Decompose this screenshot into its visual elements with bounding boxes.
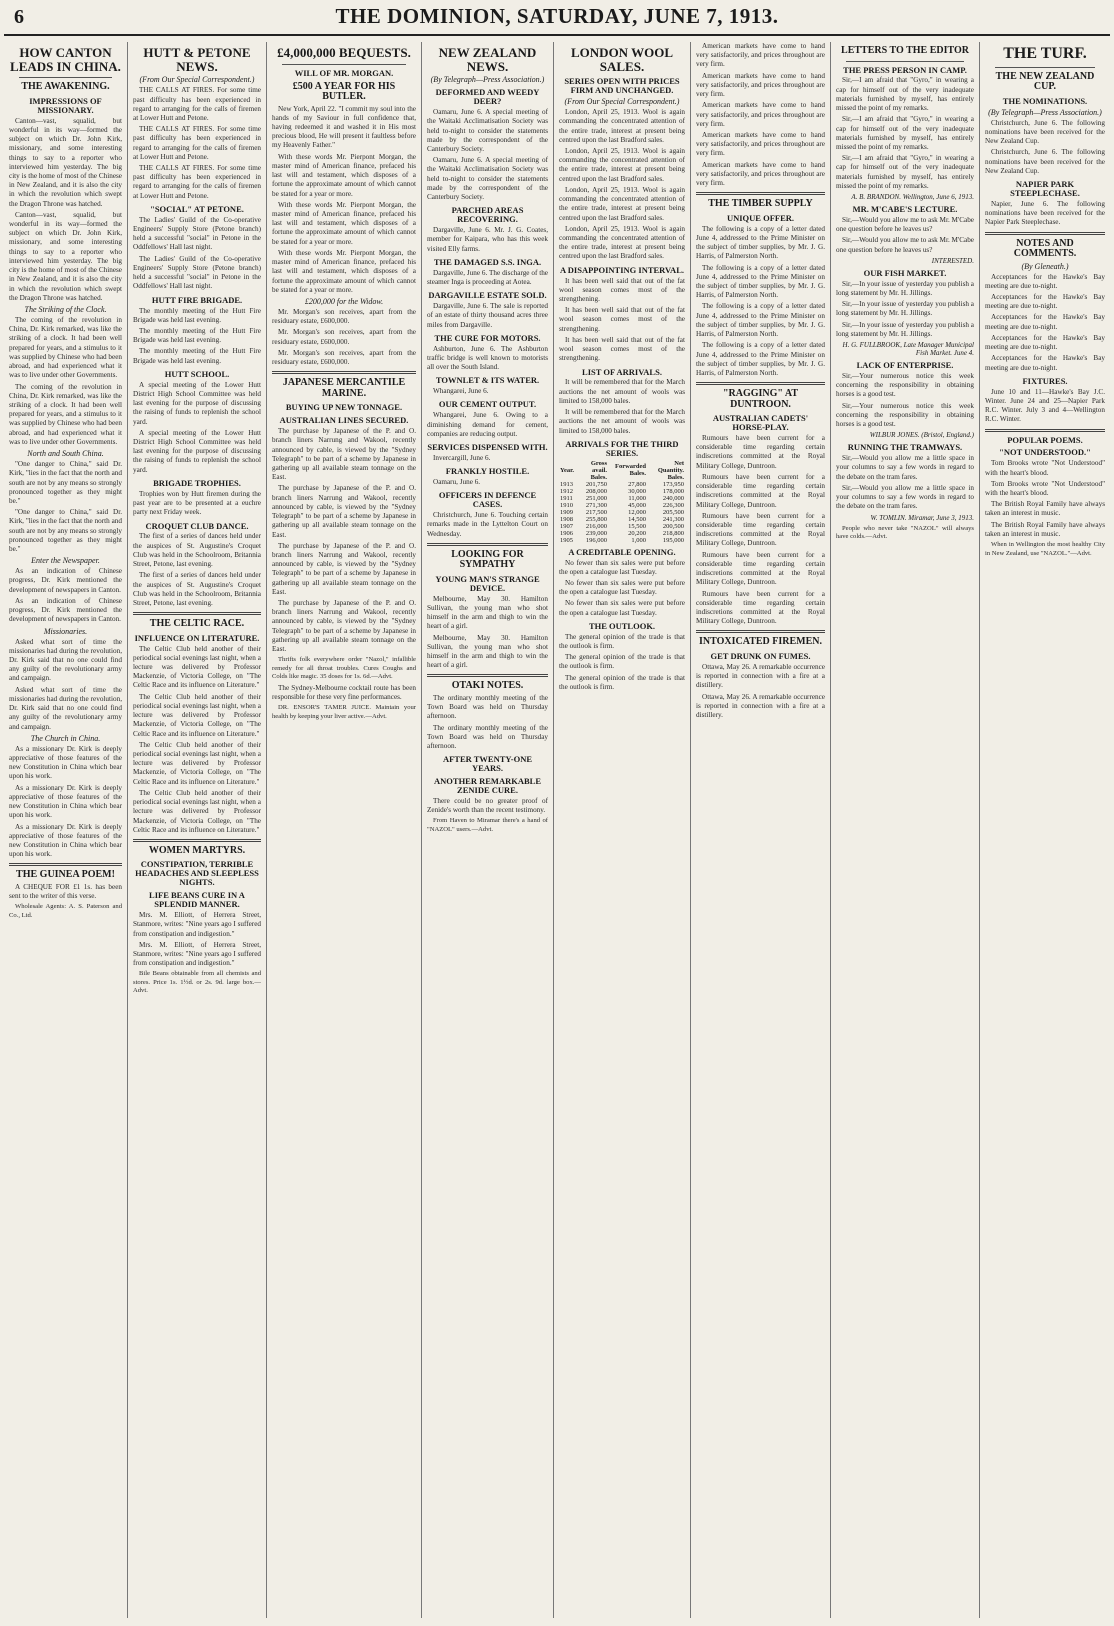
headline: LETTERS TO THE EDITOR [841, 45, 969, 56]
subheading: PARCHED AREAS RECOVERING. [451, 205, 524, 225]
article-paragraph: The Celtic Club held another of their periodical social evenings last night, when a lecture was delivered by Professor Mackenzie, of Victoria College, on "The Celtic Race and its influence on Literature." [133, 740, 261, 786]
article-paragraph: Mr. Morgan's son receives, apart from the residuary estate, £600,000. [272, 348, 416, 367]
article-paragraph: No fewer than six sales were put before the open a catalogue last Tuesday. [559, 599, 685, 617]
table-header: Year. [560, 466, 575, 474]
article-paragraph: The first of a series of dances held under the auspices of St. Augustine's Croquet Club was held in the Schoolroom, Britannia Street, Petone, last evening. [133, 571, 261, 607]
headline: NEW ZEALAND NEWS. [438, 45, 537, 74]
section-heading: North and South China. [27, 449, 104, 459]
column-4 [422, 42, 554, 1618]
headline: THE CELTIC RACE. [149, 618, 245, 630]
subheading: THE DAMAGED S.S. INGA. [433, 256, 542, 267]
table-row [559, 481, 685, 488]
column-1 [4, 42, 128, 1618]
advertisement: Wholesale Agents: A. S. Paterson and Co., Ltd. [9, 903, 122, 919]
article-paragraph: The following is a copy of a letter dated June 4, addressed to the Prime Minister on the subject of timber supplies, by Mr. J. G. Harris, of Palmerston North. [696, 263, 825, 300]
article-paragraph: The Celtic Club held another of their periodical social evenings last night, when a lecture was delivered by Professor Mackenzie, of Victoria College, on "The Celtic Race and its influence on Literature." [133, 788, 261, 834]
article-paragraph: The coming of the revolution in China, Dr. Kirk remarked, was like the striking of a clock. It had been well prepared for years, and a stimulus to it was supplied by Chinese who had been abroad, and had experienced what it was to live under other Governments. [9, 316, 122, 380]
article-paragraph: The general opinion of the trade is that the outlook is firm. [559, 653, 685, 671]
subheading: AFTER TWENTY-ONE YEARS. [442, 754, 533, 774]
table-row [559, 502, 685, 509]
divider [985, 429, 1105, 432]
article-paragraph: With these words Mr. Pierpont Morgan, the master mind of American finance, prefaced his last will and testament, which disposes of a fortune the approximate amount of which cannot be stated for a year or more. [272, 152, 416, 198]
headline: THE TURF. [1003, 45, 1087, 62]
article-paragraph: Acceptances for the Hawke's Bay meeting are due to-night. [985, 272, 1105, 290]
letter-paragraph: Sir,—In your issue of yesterday you publish a long statement by Mr. H. Jillings. [836, 320, 974, 338]
table-cell: 12,000 [628, 508, 647, 516]
table-cell: 239,000 [585, 529, 607, 537]
article-paragraph: The first of a series of dances held under the auspices of St. Augustine's Croquet Club was held in the Schoolroom, Britannia Street, Petone, last evening. [133, 532, 261, 569]
article-paragraph: No fewer than six sales were put before the open a catalogue last Tuesday. [559, 578, 685, 597]
article-paragraph: Oamaru, June 6. [433, 478, 481, 487]
article-paragraph: Christchurch, June 6. The following nominations have been received for the New Zealand Cup. [985, 148, 1105, 175]
subheading: A CREDITABLE OPENING. [568, 546, 676, 557]
subheading: UNIQUE OFFER. [726, 212, 795, 223]
letter-paragraph: Sir,—Your numerous notice this week concerning the responsibility in obtaining horses is a good test. [836, 401, 974, 429]
article-paragraph: As a missionary Dr. Kirk is deeply appreciative of those features of the new Constitution in China which bear upon his work. [9, 744, 122, 781]
article-paragraph: Rumours have been current for a considerable time regarding certain indiscretions committed at the Royal Military College, Duntroon. [696, 472, 825, 509]
table-cell: 1910 [560, 501, 573, 509]
article-paragraph: THE CALLS AT FIRES. For some time past difficulty has been experienced in regard to arranging for the calls of firemen at Lower Hutt and Petone. [133, 125, 261, 161]
byline: (By Telegraph—Press Association.) [430, 75, 545, 85]
subheading: THE NOMINATIONS. [1002, 95, 1088, 106]
divider [19, 77, 112, 78]
article-paragraph: The following is a copy of a letter dated June 4, addressed to the Prime Minister on the subject of timber supplies, by Mr. J. G. Harris, of Palmerston North. [696, 224, 825, 261]
table-row [559, 495, 685, 502]
subheading: HUTT SCHOOL. [164, 368, 230, 379]
headline: OTAKI NOTES. [451, 680, 524, 692]
subheading: FIXTURES. [1022, 375, 1068, 386]
article-paragraph: The purchase by Japanese of the P. and O. branch liners Narrung and Wakool, recently announced by cable, is viewed by the "Sydney Telegraph" to be part of a scheme by Japanese in gathering up all available steam tonnage on the East. [272, 541, 416, 596]
table-cell: 27,800 [628, 480, 647, 488]
headline: INTOXICATED FIREMEN. [699, 636, 822, 648]
article-paragraph: American markets have come to hand very satisfactorily, and prices throughout are very firm. [696, 71, 825, 99]
table-cell: 195,000 [662, 536, 684, 544]
article-paragraph: The British Royal Family have always taken an interest in music. [985, 500, 1105, 518]
table-header: Gross avail. Bales. [590, 459, 607, 481]
subheading: THE OUTLOOK. [588, 620, 656, 631]
article-paragraph: As a missionary Dr. Kirk is deeply appreciative of those features of the new Constitution in China which bear upon his work. [9, 783, 122, 820]
article-paragraph: Oamaru, June 6. A special meeting of the Waitaki Acclimatisation Society was held to-night to consider the statements made by the correspondent of the Canterbury Society. [427, 156, 548, 202]
article-paragraph: Mr. Morgan's son receives, apart from the residuary estate, £600,000. [272, 328, 416, 346]
column-2 [128, 42, 267, 1618]
table-header-row [559, 460, 685, 481]
article-paragraph: Whangarei, June 6. [433, 387, 489, 396]
table-cell: 173,950 [662, 480, 684, 488]
table-cell: 1911 [560, 494, 573, 502]
table-cell: 30,000 [628, 487, 647, 495]
article-paragraph: Rumours have been current for a considerable time regarding certain indiscretions committed at the Royal Military College, Duntroon. [696, 550, 825, 587]
table-cell: 201,750 [585, 480, 607, 488]
article-paragraph: As a missionary Dr. Kirk is deeply appreciative of those features of the new Constitution in China which bear upon his work. [9, 822, 122, 859]
advertisement: From Haven to Miramar there's a hand of "NAZOL" users.—Advt. [427, 817, 548, 833]
table-cell: 240,000 [662, 494, 684, 502]
subheading: GET DRUNK ON FUMES. [710, 650, 811, 661]
article-paragraph: Tom Brooks wrote "Not Understood" with the heart's blood. [985, 459, 1105, 477]
table-cell: 217,500 [585, 508, 607, 516]
table-row [559, 488, 685, 495]
article-paragraph: The general opinion of the trade is that the outlook is firm. [559, 673, 685, 691]
subheading: HUTT FIRE BRIGADE. [151, 294, 243, 305]
subheading: THE NEW ZEALAND CUP. [995, 70, 1095, 93]
divider [696, 192, 825, 195]
article-paragraph: It has been well said that out of the fat wool season comes most of the strengthening. [559, 306, 685, 333]
divider [133, 839, 261, 842]
article-paragraph: Acceptances for the Hawke's Bay meeting are due to-night. [985, 333, 1105, 352]
table-cell: 20,200 [628, 529, 647, 537]
article-paragraph: The monthly meeting of the Hutt Fire Brigade was held last evening. [133, 306, 261, 324]
article-paragraph: The following is a copy of a letter dated June 4, addressed to the Prime Minister on the subject of timber supplies, by Mr. J. G. Harris, of Palmerston North. [696, 341, 825, 377]
article-paragraph: It has been well said that out of the fat wool season comes most of the strengthening. [559, 276, 685, 303]
table-cell: 216,000 [585, 522, 607, 530]
article-paragraph: A CHEQUE FOR £1 1s. has been sent to the writer of this verse. [9, 882, 122, 901]
subheading: SERVICES DISPENSED WITH. [427, 442, 548, 453]
headline: HOW CANTON LEADS IN CHINA. [10, 45, 121, 74]
table-cell: 1,000 [631, 536, 647, 544]
letter-paragraph: Sir,—I am afraid that "Gyro," in wearing a cap for himself out of the very inadequate materials furnished by myself, has entirely missed the point of my remarks. [836, 115, 974, 151]
subheading: TOWNLET & ITS WATER. [435, 375, 540, 386]
advertisement: Bile Beans obtainable from all chemists and stores. Price 1s. 1½d. or 2s. 9d. large box.—Advt. [133, 970, 261, 995]
subheading: LACK OF ENTERPRISE. [856, 360, 954, 371]
subheading: FRANKLY HOSTILE. [445, 466, 530, 477]
headline: HUTT & PETONE NEWS. [143, 45, 251, 74]
column-7 [831, 42, 980, 1618]
table-cell: 196,000 [585, 536, 607, 544]
article-paragraph: It will be remembered that for the March auctions the net amount of wools was limited to 158,000 bales. [559, 378, 685, 405]
newspaper-page [4, 4, 1110, 1618]
arrivals-table [559, 460, 685, 544]
article-paragraph: As an indication of Chinese progress, Dr. Kirk mentioned the development of newspapers in Canton. [9, 567, 122, 594]
subheading: LIFE BEANS CURE IN A SPLENDID MANNER. [149, 890, 245, 910]
divider [985, 232, 1105, 235]
section-heading: The Striking of the Clock. [24, 305, 107, 314]
article-paragraph: "One danger to China," said Dr. Kirk, "lies in the fact that the north and south are not by any means so strongly pronounced together as they might be." [9, 508, 122, 554]
headline: WOMEN MARTYRS. [148, 844, 246, 856]
divider [9, 863, 122, 866]
table-cell: 1908 [560, 515, 573, 523]
letter-paragraph: Sir,—Would you allow me a little space in your columns to say a few words in regard to the debate on the tram fares. [836, 454, 974, 481]
article-paragraph: Invercargill, June 6. [433, 453, 491, 462]
subheading: £500 A YEAR FOR HIS BUTLER. [292, 80, 396, 103]
article-paragraph: THE CALLS AT FIRES. For some time past difficulty has been experienced in regard to arranging for the calls of firemen at Lower Hutt and Petone. [133, 86, 261, 122]
table-cell: 226,300 [662, 501, 684, 509]
subheading: NAPIER PARK STEEPLECHASE. [1010, 179, 1080, 198]
subheading: IMPRESSIONS OF MISSIONARY. [29, 95, 102, 115]
subheading: AUSTRALIAN LINES SECURED. [279, 415, 409, 426]
table-row [559, 509, 685, 516]
article-paragraph: The Celtic Club held another of their periodical social evenings last night, when a lecture was delivered by Professor Mackenzie, of Victoria College, on "The Celtic Race and its influence on Literature." [133, 644, 261, 690]
article-paragraph: It will be remembered that for the March auctions the net amount of wools was limited to 158,000 bales. [559, 408, 685, 435]
article-paragraph: Tom Brooks wrote "Not Understood" with the heart's blood. [985, 479, 1105, 498]
letter-paragraph: Sir,—I am afraid that "Gyro," in wearing a cap for himself out of the very inadequate materials furnished by myself, has entirely missed the point of my remarks. [836, 76, 974, 113]
article-paragraph: The coming of the revolution in China, Dr. Kirk remarked, was like the striking of a clock. It had been well prepared for years, and a stimulus to it was supplied by Chinese who had been abroad, and had experienced what it was to live under other Governments. [9, 382, 122, 446]
article-paragraph: American markets have come to hand very satisfactorily, and prices throughout are very firm. [696, 160, 825, 188]
headline: LOOKING FOR SYMPATHY [451, 548, 524, 571]
article-paragraph: THE CALLS AT FIRES. For some time past difficulty has been experienced in regard to arranging for the calls of firemen at Lower Hutt and Petone. [133, 164, 261, 200]
article-paragraph: Ottawa, May 26. A remarkable occurrence is reported in connection with a fire at a distillery. [696, 662, 825, 690]
table-cell: 205,500 [662, 508, 684, 516]
article-paragraph: The Ladies' Guild of the Co-operative Engineers' Supply Store (Petone branch) held a successful "social" in Petone in the Oddfellows' Hall last night. [133, 254, 261, 291]
letter-paragraph: Sir,—In your issue of yesterday you publish a long statement by Mr. H. Jillings. [836, 300, 974, 318]
headline: LONDON WOOL SALES. [571, 45, 673, 74]
letter-signature: WILBUR JONES. (Bristol, England.) [869, 431, 974, 440]
article-paragraph: No fewer than six sales were put before the open a catalogue last Tuesday. [559, 558, 685, 576]
table-cell: 1913 [560, 480, 573, 488]
article-paragraph: Canton—vast, squalid, but wonderful in its way—formed the subject on which Dr. John Kirk, missionary, and some interesting things to say to a reporter who interviewed him yesterday. The big city is the home of most of the Chinese in New Zealand, and it is also the city in which the revolution which swept the Dragon Throne was hatched. [9, 116, 122, 208]
subheading: CROQUET CLUB DANCE. [145, 520, 249, 531]
subheading: THE CURE FOR MOTORS. [434, 332, 541, 343]
divider [282, 64, 406, 65]
subheading: "NOT UNDERSTOOD." [999, 447, 1091, 458]
table-cell: 218,800 [662, 529, 684, 537]
columns [4, 42, 1110, 1618]
article-paragraph: Asked what sort of time the missionaries had during the revolution, Dr. Kirk said that no one could find any guilty of the revolutionary army and campaign. [9, 637, 122, 683]
article-paragraph: The following is a copy of a letter dated June 4, addressed to the Prime Minister on the subject of timber supplies, by Mr. J. G. Harris, of Palmerston North. [696, 302, 825, 339]
article-paragraph: Rumours have been current for a considerable time regarding certain indiscretions committed at the Royal Military College, Duntroon. [696, 511, 825, 548]
divider [696, 382, 825, 385]
subheading: DEFORMED AND WEEDY DEER? [435, 87, 540, 107]
table-row [559, 530, 685, 537]
table-row [559, 523, 685, 530]
article-paragraph: The purchase by Japanese of the P. and O. branch liners Narrung and Wakool, recently announced by cable, is viewed by the "Sydney Telegraph" to be part of a scheme by Japanese in gathering up all available steam tonnage on the East. [272, 427, 416, 482]
article-paragraph: Mr. Morgan's son receives, apart from the residuary estate, £600,000. [272, 307, 416, 326]
article-paragraph: Trophies won by Hutt firemen during the past year are to be presented at a euchre party next Friday week. [133, 489, 261, 517]
article-paragraph: There could be no greater proof of Zenide's worth than the recent testimony. [427, 796, 548, 815]
article-paragraph: Christchurch, June 6. Touching certain remarks made in the Lyttelton Court on Wednesday. [427, 511, 548, 538]
article-paragraph: The purchase by Japanese of the P. and O. branch liners Narrung and Wakool, recently announced by cable, is viewed by the "Sydney Telegraph" to be part of a scheme by Japanese in gathering up all available steam tonnage on the East. [272, 484, 416, 539]
newspaper-title: THE DOMINION, SATURDAY, JUNE 7, 1913. [335, 4, 779, 28]
article-paragraph: Ottawa, May 26. A remarkable occurrence is reported in connection with a fire at a distillery. [696, 692, 825, 719]
subheading: OFFICERS IN DEFENCE CASES. [438, 490, 537, 510]
letter-paragraph: Sir,—In your issue of yesterday you publish a long statement by Mr. H. Jillings. [836, 279, 974, 297]
subheading: ANOTHER REMARKABLE ZENIDE CURE. [434, 776, 541, 795]
article-paragraph: Mrs. M. Elliott, of Herrera Street, Stanmore, writes: "Nine years ago I suffered from constipation and indigestion." [133, 911, 261, 938]
section-heading: £200,000 for the Widow. [304, 296, 384, 306]
article-paragraph: The Celtic Club held another of their periodical social evenings last night, when a lecture was delivered by Professor Mackenzie, of Victoria College, on "The Celtic Race and its influence on Literature." [133, 692, 261, 738]
subheading: THE PRESS PERSON IN CAMP. [843, 64, 967, 75]
byline: (From Our Special Correspondent.) [564, 97, 680, 107]
subheading: DARGAVILLE ESTATE SOLD. [428, 290, 547, 301]
article-paragraph: American markets have come to hand very satisfactorily, and prices throughout are very firm. [696, 101, 825, 128]
article-paragraph: Acceptances for the Hawke's Bay meeting are due to-night. [985, 292, 1105, 311]
table-cell: 208,000 [585, 487, 607, 495]
article-paragraph: "One danger to China," said Dr. Kirk, "lies in the fact that the north and south are not by any means so strongly pronounced together as they might be." [9, 460, 122, 505]
table-cell: 255,800 [585, 515, 607, 523]
letter-signature: A. B. BRANDON. Wellington, June 6, 1913. [851, 193, 974, 202]
subheading: THE AWAKENING. [21, 81, 110, 93]
table-cell: 271,300 [585, 501, 607, 509]
table-cell: 45,000 [628, 501, 647, 509]
letter-signature: W. TOMLIN. Miramar, June 3, 1913. [870, 513, 974, 522]
section-heading: Enter the Newspaper. [31, 556, 100, 566]
letter-paragraph: Sir,—Your numerous notice this week concerning the responsibility in obtaining horses is a good test. [836, 372, 974, 399]
article-paragraph: Whangarei, June 6. Owing to a diminishing demand for cement, companies are reducing output. [427, 411, 548, 438]
table-cell: 14,500 [628, 515, 647, 523]
section-heading: Missionaries. [43, 626, 88, 636]
subheading: CONSTIPATION, TERRIBLE HEADACHES AND SLEEPLESS NIGHTS. [135, 859, 259, 888]
column-6 [691, 42, 831, 1618]
divider [846, 61, 964, 62]
letter-paragraph: Sir,—Would you allow me to ask Mr. M'Cabe one question before he leaves us? [836, 236, 974, 254]
table-cell: 1906 [560, 529, 573, 537]
advertisement: People who never take "NAZOL" will always have colds.—Advt. [836, 524, 974, 540]
article-paragraph: Melbourne, May 30. Hamilton Sullivan, the young man who shot himself in the arm and thigh to win the heart of a girl. [427, 594, 548, 631]
subheading: BUYING UP NEW TONNAGE. [285, 402, 403, 413]
column-5 [554, 42, 691, 1618]
article-paragraph: The British Royal Family have always taken an interest in music. [985, 520, 1105, 538]
article-paragraph: With these words Mr. Pierpont Morgan, the master mind of American finance, prefaced his last will and testament, which disposes of a fortune the approximate amount of which cannot be stated for a year or more. [272, 248, 416, 294]
article-paragraph: The monthly meeting of the Hutt Fire Brigade was held last evening. [133, 347, 261, 365]
headline: £4,000,000 BEQUESTS. [277, 45, 411, 60]
article-paragraph: The purchase by Japanese of the P. and O. branch liners Narrung and Wakool, recently announced by cable, is viewed by the "Sydney Telegraph" to be part of a scheme by Japanese in gathering up all available steam tonnage on the East. [272, 599, 416, 654]
article-paragraph: Asked what sort of time the missionaries had during the revolution, Dr. Kirk said that no one could find any guilty of the revolutionary army and campaign. [9, 685, 122, 731]
subheading: INFLUENCE ON LITERATURE. [134, 632, 260, 643]
subheading: RUNNING THE TRAMWAYS. [847, 442, 963, 453]
article-paragraph: London, April 25, 1913. Wool is again commanding the concentrated attention of the entire trade, interest at present being centred upon the last Bradford sales. [559, 147, 685, 183]
section-heading: The Church in China. [30, 733, 101, 743]
headline: THE TIMBER SUPPLY [708, 198, 813, 210]
page-number: 6 [14, 6, 24, 28]
headline: NOTES AND COMMENTS. [1013, 237, 1077, 260]
subheading: "SOCIAL" AT PETONE. [150, 203, 244, 214]
article-paragraph: Rumours have been current for a considerable time regarding certain indiscretions committed at the Royal Military College, Duntroon. [696, 434, 825, 470]
headline: THE GUINEA POEM! [16, 869, 115, 881]
table-cell: 178,000 [662, 487, 684, 495]
article-paragraph: Rumours have been current for a considerable time regarding certain indiscretions committed at the Royal Military College, Duntroon. [696, 589, 825, 626]
article-paragraph: Dargaville, June 6. Mr. J. G. Coates, member for Kaipara, who has this week visited Elly farms. [427, 226, 548, 253]
letter-paragraph: Sir,—Would you allow me a little space in your columns to say a few words in regard to the debate on the tram fares. [836, 483, 974, 511]
subheading: MR. M'CABE'S LECTURE. [852, 204, 958, 215]
article-paragraph: Mrs. M. Elliott, of Herrera Street, Stanmore, writes: "Nine years ago I suffered from constipation and indigestion." [133, 940, 261, 968]
subheading: AUSTRALIAN CADETS' HORSE-PLAY. [712, 413, 809, 433]
table-cell: 11,000 [628, 494, 647, 502]
article-paragraph: Dargaville, June 6. The discharge of the steamer Inga is proceeding at Aotea. [427, 268, 548, 286]
article-paragraph: A special meeting of the Lower Hutt District High School Committee was held last evening for the purpose of discussing the raising of funds to replenish the school yard. [133, 380, 261, 426]
article-paragraph: London, April 25, 1913. Wool is again commanding the concentrated attention of the entire trade, interest at present being centred upon the last Bradford sales. [559, 108, 685, 144]
subheading: A DISAPPOINTING INTERVAL. [559, 264, 684, 275]
table-cell: 1912 [560, 487, 573, 495]
table-cell: 1909 [560, 508, 573, 516]
article-paragraph: American markets have come to hand very satisfactorily, and prices throughout are very firm. [696, 130, 825, 158]
article-paragraph: The ordinary monthly meeting of the Town Board was held on Thursday afternoon. [427, 723, 548, 751]
subheading: OUR FISH MARKET. [863, 267, 947, 278]
subheading: POPULAR POEMS. [1007, 434, 1083, 445]
article-paragraph: New York, April 22. "I commit my soul into the hands of my Saviour in full confidence that, having redeemed it and washed it in His most precious blood, He will present it faultless before my Heavenly Father." [272, 104, 416, 150]
article-paragraph: Napier, June 6. The following nominations have been received for the Napier Park Steeplechase. [985, 199, 1105, 227]
byline: (By Gleneath.) [1021, 261, 1069, 271]
article-paragraph: Canton—vast, squalid, but wonderful in its way—formed the subject on which Dr. John Kirk, missionary, and some interesting things to say to a reporter who interviewed him yesterday. The big city is the home of most of the Chinese in New Zealand, and it is also the city in which the revolution which swept the Dragon Throne was hatched. [9, 210, 122, 302]
divider [133, 612, 261, 615]
subheading: BRIGADE TROPHIES. [153, 477, 241, 488]
column-8 [980, 42, 1110, 1618]
byline: (By Telegraph—Press Association.) [988, 107, 1102, 117]
divider [995, 67, 1095, 68]
table-row [559, 537, 685, 544]
subheading: YOUNG MAN'S STRANGE DEVICE. [435, 573, 540, 593]
letter-paragraph: Sir,—I am afraid that "Gyro," in wearing a cap for himself out of the very inadequate materials furnished by myself, has entirely missed the point of my remarks. [836, 154, 974, 190]
table-cell: 241,300 [662, 515, 684, 523]
article-paragraph: Dargaville, June 6. The sale is reported of an estate of thirty thousand acres three miles from Dargaville. [427, 302, 548, 329]
byline: (From Our Special Correspondent.) [139, 75, 255, 85]
article-paragraph: Melbourne, May 30. Hamilton Sullivan, the young man who shot himself in the arm and thigh to win the heart of a girl. [427, 633, 548, 670]
divider [427, 674, 548, 677]
table-cell: 15,500 [628, 522, 647, 530]
subheading: OUR CEMENT OUTPUT. [438, 399, 537, 410]
table-header: Forwarded Bales. [614, 463, 647, 478]
letter-paragraph: Sir,—Would you allow me to ask Mr. M'Cabe one question before he leaves us? [836, 215, 974, 234]
divider [696, 630, 825, 633]
divider [272, 371, 416, 374]
article-paragraph: It has been well said that out of the fat wool season comes most of the strengthening. [559, 335, 685, 363]
article-paragraph: Acceptances for the Hawke's Bay meeting are due to-night. [985, 313, 1105, 331]
advertisement: DR. ENSOR'S TAMER JUICE. Maintain your health by keeping your liver active.—Advt. [272, 704, 416, 720]
article-paragraph: The ordinary monthly meeting of the Town Board was held on Thursday afternoon. [427, 693, 548, 721]
article-paragraph: American markets have come to hand very satisfactorily, and prices throughout are very firm. [696, 42, 825, 69]
article-paragraph: As an indication of Chinese progress, Dr. Kirk mentioned the development of newspapers in Canton. [9, 596, 122, 624]
article-paragraph: With these words Mr. Pierpont Morgan, the master mind of American finance, prefaced his last will and testament, which disposes of a fortune the approximate amount of which cannot be stated for a year or more. [272, 200, 416, 246]
table-cell: 251,000 [585, 494, 607, 502]
table-cell: 1907 [560, 522, 573, 530]
divider [427, 543, 548, 546]
article-paragraph: London, April 25, 1913. Wool is again commanding the concentrated attention of the entire trade, interest at present being centred upon the last Bradford sales. [559, 185, 685, 222]
article-paragraph: June 10 and 11—Hawke's Bay J.C. Winter. June 24 and 25—Napier Park R.C. Winter. July 3 and 4—Wellington R.C. Winter. [985, 387, 1105, 424]
article-paragraph: Christchurch, June 6. The following nominations have been received for the New Zealand Cup. [985, 118, 1105, 146]
article-paragraph: The general opinion of the trade is that the outlook is firm. [559, 632, 685, 650]
masthead [4, 4, 1110, 36]
article-paragraph: Oamaru, June 6. A special meeting of the Waitaki Acclimatisation Society was held to-night to consider the statements made by the correspondent of the Canterbury Society. [427, 108, 548, 153]
article-paragraph: The monthly meeting of the Hutt Fire Brigade was held last evening. [133, 326, 261, 345]
article-paragraph: Acceptances for the Hawke's Bay meeting are due to-night. [985, 354, 1105, 372]
table-cell: 1905 [560, 536, 573, 544]
advertisement: Thrifts folk everywhere order "Nazol," infallible remedy for all throat troubles. Cures Coughs and Colds like magic. 35 doses for 1s. 6d.—Advt. [272, 656, 416, 681]
table-header: Net Quantity. Bales. [657, 459, 684, 481]
article-paragraph: London, April 25, 1913. Wool is again commanding the concentrated attention of the entire trade, interest at present being centred upon the last Bradford sales. [559, 224, 685, 261]
subheading: LIST OF ARRIVALS. [582, 366, 662, 377]
column-3 [267, 42, 422, 1618]
headline: JAPANESE MERCANTILE MARINE. [282, 377, 406, 399]
article-paragraph: The Sydney-Melbourne cocktail route has been responsible for these very fine performances. [272, 683, 416, 701]
subheading: WILL OF MR. MORGAN. [294, 67, 394, 78]
table-cell: 200,500 [662, 522, 684, 530]
article-paragraph: Ashburton, June 6. The Ashburton traffic bridge is well known to motorists all over the South Island. [427, 344, 548, 372]
subheading: SERIES OPEN WITH PRICES FIRM AND UNCHANGED. [564, 76, 680, 96]
article-paragraph: A special meeting of the Lower Hutt District High School Committee was held last evening for the purpose of discussing the raising of funds to replenish the school yard. [133, 428, 261, 474]
letter-signature: INTERESTED. [931, 256, 974, 265]
subheading: ARRIVALS FOR THE THIRD SERIES. [565, 438, 679, 458]
table-row [559, 516, 685, 523]
headline: "RAGGING" AT DUNTROON. [722, 388, 799, 410]
article-paragraph: The Ladies' Guild of the Co-operative Engineers' Supply Store (Petone branch) held a successful "social" in Petone in the Oddfellows' Hall last night. [133, 215, 261, 252]
letter-signature: H. G. FULLBROOK, Late Manager Municipal Fish Market. June 4. [842, 341, 974, 358]
advertisement: When in Wellington the most healthy City in New Zealand, use "NAZOL."—Advt. [985, 541, 1105, 557]
